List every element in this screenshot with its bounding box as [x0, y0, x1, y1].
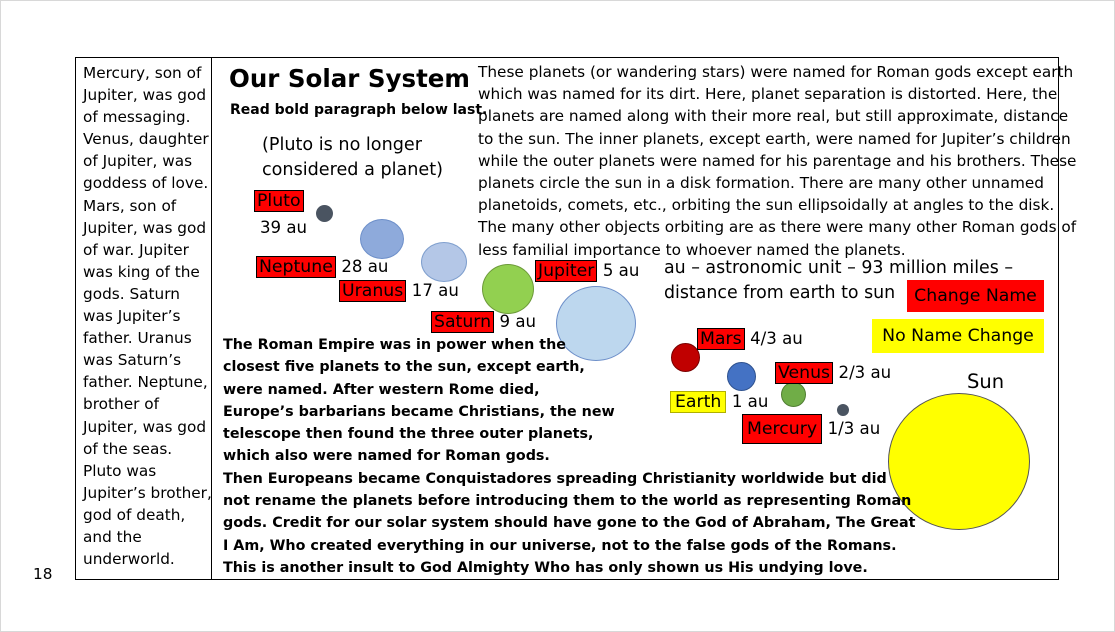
earth-distance: 1 au: [731, 392, 769, 411]
venus-name: Venus: [775, 362, 833, 384]
pluto-note: (Pluto is no longer considered a planet): [262, 135, 444, 180]
bold-line: were named. After western Rome died,: [223, 381, 540, 398]
neptune-name: Neptune: [256, 256, 336, 278]
bold-line: which also were named for Roman gods.: [223, 448, 550, 465]
saturn-circle: [482, 264, 534, 314]
mercury-distance: 1/3 au: [827, 419, 881, 438]
mercury-name: Mercury: [742, 414, 822, 444]
page-title: Our Solar System: [229, 64, 470, 93]
uranus-distance: 17 au: [411, 281, 459, 300]
slide-number: 18: [33, 565, 53, 583]
bold-line: The Roman Empire was in power when the: [223, 337, 566, 353]
bold-line: Then Europeans became Conquistadores spreading Christianity worldwide but did: [223, 470, 887, 487]
bold-line: Europe’s barbarians became Christians, the new: [223, 403, 615, 420]
saturn-name: Saturn: [431, 311, 494, 333]
bold-line: gods. Credit for our solar system should have gone to the God of Abraham, The Great: [223, 515, 916, 532]
bold-line: I Am, Who created everything in our universe, not to the false gods of the Romans.: [223, 537, 897, 554]
mars-name: Mars: [697, 328, 745, 350]
bold-line: telescope then found the three outer planets,: [223, 426, 594, 443]
subtitle: Read bold paragraph below last.: [230, 102, 488, 118]
neptune-circle: [360, 219, 404, 259]
au-definition: au – astronomic unit – 93 million miles – distance from earth to sun: [664, 258, 1014, 303]
sun-label: Sun: [967, 370, 1005, 393]
intro-paragraph: These planets (or wandering stars) were named for Roman gods except earth which was named for its dirt. Here, planet separation is distorted. Here, the planets are named along with their more real, but still approximate, distance to the sun. The inner planets, except earth, were named for Jupiter’s children while the outer planets were named for his parentage and his brothers. These planets circle the sun in a disk formation. There are many other unnamed planetoids, comets, etc., orbiting the sun ellipsoidally at angles to the disk. The many other objects orbiting are as there were many other Roman gods of less familial importance to whoever named the planets.: [478, 63, 1077, 259]
bold-line: closest five planets to the sun, except earth,: [223, 359, 585, 376]
no-name-change-button[interactable]: No Name Change: [872, 319, 1044, 353]
venus-distance: 2/3 au: [838, 363, 892, 382]
change-name-button[interactable]: Change Name: [907, 280, 1044, 312]
bold-paragraph: [223, 334, 915, 579]
mars-distance: 4/3 au: [750, 329, 803, 348]
uranus-circle: [421, 242, 467, 282]
left-column-text: Mercury, son of Jupiter, was god of messaging. Venus, daughter of Jupiter, was goddess of love. Mars, son of Jupiter, was god of war. Jupiter was king of the gods. Saturn was Jupiter’s father. Uranus was Saturn’s father. Neptune, brother of Jupiter, was god of the seas. Pluto was Jupiter’s brother, god of death, and the underworld.: [83, 64, 212, 569]
uranus-name: Uranus: [339, 280, 406, 302]
uranus-label: [339, 280, 459, 302]
earth-name: Earth: [670, 391, 726, 413]
jupiter-distance: 5 au: [602, 261, 640, 280]
pluto-label: [254, 191, 304, 212]
jupiter-name: Jupiter: [535, 260, 597, 282]
pluto-name: Pluto: [254, 190, 304, 212]
pluto-circle: [316, 205, 333, 222]
saturn-distance: 9 au: [499, 312, 537, 331]
bold-line: This is another insult to God Almighty Who has only shown us His undying love.: [223, 559, 868, 576]
jupiter-label: [535, 260, 639, 282]
saturn-label: [431, 311, 536, 333]
neptune-distance: 28 au: [341, 257, 389, 276]
bold-line: not rename the planets before introducing them to the world as representing Roman: [223, 493, 912, 510]
pluto-distance: 39 au: [260, 218, 308, 237]
neptune-label: [256, 256, 388, 278]
